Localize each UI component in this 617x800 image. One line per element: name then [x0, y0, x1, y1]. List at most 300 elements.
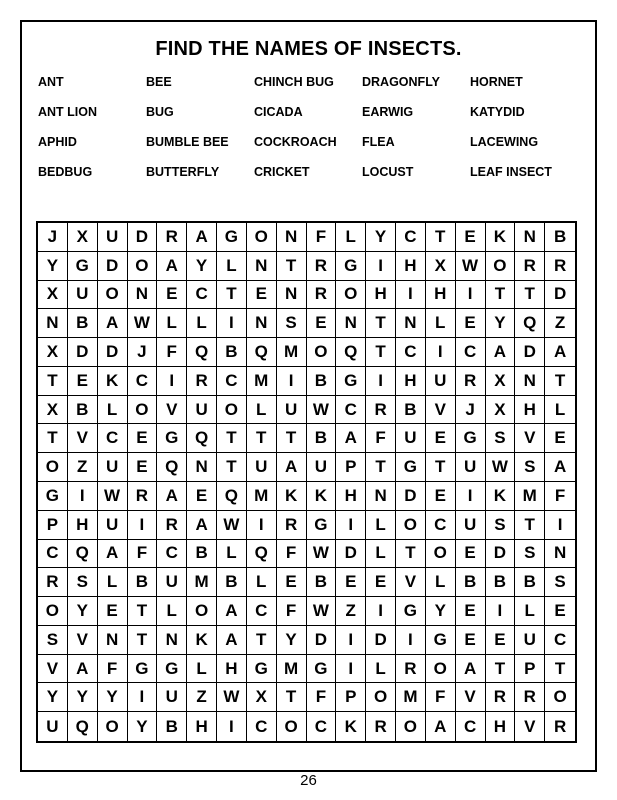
grid-letter: F [98, 655, 128, 684]
grid-letter: I [366, 367, 396, 396]
grid-letter: H [396, 367, 426, 396]
grid-letter: E [128, 424, 158, 453]
grid-letter: T [217, 281, 247, 310]
grid-letter: G [336, 367, 366, 396]
grid-letter: G [307, 655, 337, 684]
grid-letter: M [277, 338, 307, 367]
grid-letter: H [68, 511, 98, 540]
grid-letter: D [486, 540, 516, 569]
grid-letter: L [98, 396, 128, 425]
grid-letter: E [456, 309, 486, 338]
word-list-item: LACEWING [470, 135, 539, 149]
grid-letter: B [486, 568, 516, 597]
grid-letter: B [68, 396, 98, 425]
grid-letter: T [128, 597, 158, 626]
grid-letter: U [456, 511, 486, 540]
grid-letter: C [336, 396, 366, 425]
grid-letter: F [277, 540, 307, 569]
grid-letter: R [553, 716, 567, 736]
grid-letter: W [456, 252, 486, 281]
grid-letter: I [456, 482, 486, 511]
grid-letter: N [187, 453, 217, 482]
grid-letter: L [157, 597, 187, 626]
word-list-item: ANT LION [38, 105, 98, 119]
grid-letter: T [515, 281, 545, 310]
grid-letter: A [486, 338, 516, 367]
grid-letter: X [38, 338, 68, 367]
grid-letter: R [366, 396, 396, 425]
grid-letter: N [38, 309, 68, 338]
grid-letter: Y [486, 309, 516, 338]
grid-letter: P [336, 683, 366, 712]
grid-letter: H [486, 712, 516, 741]
grid-letter: R [515, 683, 545, 712]
grid-letter: L [366, 511, 396, 540]
grid-letter: W [486, 453, 516, 482]
grid-letter: T [38, 367, 68, 396]
grid-letter: O [396, 511, 426, 540]
grid-letter: R [486, 683, 516, 712]
word-list-item: KATYDID [470, 105, 525, 119]
grid-letter: C [247, 712, 277, 741]
grid-letter: M [277, 655, 307, 684]
page-title: FIND THE NAMES OF INSECTS. [155, 38, 462, 60]
grid-letter: X [426, 252, 456, 281]
grid-letter: L [98, 568, 128, 597]
grid-letter: Y [68, 597, 98, 626]
grid-letter: B [187, 540, 217, 569]
grid-letter: C [426, 511, 456, 540]
grid-letter: B [217, 338, 247, 367]
grid-letter: N [247, 252, 277, 281]
grid-letter: T [486, 655, 516, 684]
grid-letter: L [366, 540, 396, 569]
grid-letter: A [68, 655, 98, 684]
grid-letter: H [426, 281, 456, 310]
grid-letter: Z [187, 683, 217, 712]
grid-letter: J [456, 396, 486, 425]
grid-letter: T [426, 223, 456, 252]
grid-letter: E [426, 482, 456, 511]
grid-letter: I [366, 597, 396, 626]
grid-letter: R [545, 252, 575, 281]
grid-letter: A [426, 712, 456, 741]
grid-letter: I [157, 367, 187, 396]
grid-letter: D [336, 540, 366, 569]
word-list-item: BUMBLE BEE [146, 135, 229, 149]
page-number: 26 [300, 772, 317, 789]
grid-letter: N [157, 626, 187, 655]
grid-letter: Q [157, 453, 187, 482]
grid-letter: C [545, 626, 575, 655]
grid-letter: I [217, 309, 247, 338]
grid-letter: G [307, 511, 337, 540]
grid-letter: B [396, 396, 426, 425]
grid-letter: E [68, 367, 98, 396]
grid-letter: V [456, 683, 486, 712]
grid-letter: L [426, 568, 456, 597]
word-list-item: LEAF INSECT [470, 165, 552, 179]
grid-letter: B [307, 568, 337, 597]
grid-letter: L [217, 540, 247, 569]
grid-letter: G [336, 252, 366, 281]
word-list-item: EARWIG [362, 105, 414, 119]
grid-letter: I [336, 655, 366, 684]
grid-letter: E [247, 281, 277, 310]
grid-letter: O [426, 655, 456, 684]
grid-letter: K [307, 482, 337, 511]
grid-letter: Y [68, 683, 98, 712]
grid-letter: A [187, 223, 217, 252]
grid-letter: O [128, 252, 158, 281]
grid-letter: B [307, 367, 337, 396]
grid-letter: S [486, 424, 516, 453]
grid-letter: U [277, 396, 307, 425]
grid-letter: V [426, 396, 456, 425]
grid-letter: C [187, 281, 217, 310]
grid-letter: T [247, 626, 277, 655]
grid-letter: D [515, 338, 545, 367]
grid-letter: D [128, 223, 158, 252]
grid-letter: E [486, 626, 516, 655]
grid-letter: T [426, 453, 456, 482]
grid-letter: B [128, 568, 158, 597]
grid-letter: G [396, 597, 426, 626]
grid-letter: F [426, 683, 456, 712]
grid-letter: C [217, 367, 247, 396]
grid-letter: Y [426, 597, 456, 626]
grid-letter: I [68, 482, 98, 511]
word-list-item: BEE [146, 75, 172, 89]
grid-letter: W [307, 540, 337, 569]
word-list-item: CHINCH BUG [254, 75, 334, 89]
grid-letter: P [38, 511, 68, 540]
grid-letter: C [247, 597, 277, 626]
grid-letter: U [68, 281, 98, 310]
grid-letter: L [247, 568, 277, 597]
grid-letter: L [426, 309, 456, 338]
grid-letter: K [277, 482, 307, 511]
grid-letter: S [68, 568, 98, 597]
grid-letter: U [456, 453, 486, 482]
grid-letter: R [38, 568, 68, 597]
grid-letter: Y [187, 252, 217, 281]
grid-letter: X [247, 683, 277, 712]
grid-letter: P [336, 453, 366, 482]
grid-letter: R [396, 655, 426, 684]
grid-letter: C [456, 712, 486, 741]
grid-letter: T [515, 511, 545, 540]
grid-letter: V [515, 424, 545, 453]
grid-letter: G [157, 655, 187, 684]
grid-letter: I [486, 597, 516, 626]
grid-letter: O [366, 683, 396, 712]
grid-letter: Y [98, 683, 128, 712]
grid-letter: I [277, 367, 307, 396]
grid-letter: K [187, 626, 217, 655]
grid-letter: R [128, 482, 158, 511]
grid-letter: X [486, 396, 516, 425]
grid-letter: H [515, 396, 545, 425]
grid-letter: E [456, 540, 486, 569]
grid-letter: O [545, 683, 575, 712]
grid-letter: I [396, 626, 426, 655]
grid-letter: G [247, 655, 277, 684]
grid-letter: A [217, 626, 247, 655]
grid-letter: E [545, 597, 575, 626]
grid-letter: O [217, 396, 247, 425]
grid-letter: N [545, 540, 575, 569]
grid-letter: R [515, 252, 545, 281]
grid-letter: N [336, 309, 366, 338]
word-list-item: HORNET [470, 75, 523, 89]
grid-letter: A [545, 453, 575, 482]
grid-letter: I [217, 712, 247, 741]
word-list-item: BUG [146, 105, 174, 119]
grid-letter: U [38, 712, 68, 741]
grid-letter: T [217, 453, 247, 482]
grid-letter: W [307, 597, 337, 626]
word-list-item: DRAGONFLY [362, 75, 441, 89]
grid-letter: U [98, 223, 128, 252]
grid-letter: T [396, 540, 426, 569]
grid-letter: O [336, 281, 366, 310]
grid-letter: Z [68, 453, 98, 482]
grid-letter: U [396, 424, 426, 453]
grid-letter: V [396, 568, 426, 597]
grid-letter: O [277, 712, 307, 741]
grid-letter: S [486, 511, 516, 540]
grid-letter: L [545, 396, 575, 425]
grid-letter: D [366, 626, 396, 655]
grid-letter: F [307, 683, 337, 712]
grid-letter: A [217, 597, 247, 626]
grid-letter: K [98, 367, 128, 396]
grid-letter: G [426, 626, 456, 655]
grid-letter: Y [38, 683, 68, 712]
grid-letter: V [38, 655, 68, 684]
word-list-item: APHID [38, 135, 77, 149]
grid-letter: U [247, 453, 277, 482]
grid-letter: O [247, 223, 277, 252]
grid-letter: A [187, 511, 217, 540]
grid-letter: T [217, 424, 247, 453]
word-list-item: CRICKET [254, 165, 310, 179]
grid-letter: Q [217, 482, 247, 511]
grid-letter: A [277, 453, 307, 482]
grid-letter: A [98, 540, 128, 569]
grid-letter: G [68, 252, 98, 281]
grid-letter: F [366, 424, 396, 453]
grid-letter: Q [247, 540, 277, 569]
grid-letter: V [157, 396, 187, 425]
grid-letter: J [38, 223, 68, 252]
grid-letter: C [396, 338, 426, 367]
grid-letter: U [515, 626, 545, 655]
grid-letter: N [396, 309, 426, 338]
grid-letter: I [128, 683, 158, 712]
grid-letter: G [128, 655, 158, 684]
grid-letter: N [247, 309, 277, 338]
grid-letter: X [486, 367, 516, 396]
grid-letter: V [68, 626, 98, 655]
grid-letter: S [38, 626, 68, 655]
word-list-item: COCKROACH [254, 135, 337, 149]
grid-letter: A [545, 338, 575, 367]
grid-letter: C [128, 367, 158, 396]
grid-letter: A [157, 252, 187, 281]
grid-letter: W [217, 511, 247, 540]
grid-letter: Q [187, 424, 217, 453]
grid-letter: E [277, 568, 307, 597]
word-list-item: FLEA [362, 135, 395, 149]
grid-letter: R [456, 367, 486, 396]
grid-letter: T [486, 281, 516, 310]
grid-letter: E [456, 626, 486, 655]
grid-letter: Y [277, 626, 307, 655]
grid-letter: I [247, 511, 277, 540]
grid-letter: L [187, 309, 217, 338]
grid-letter: W [217, 683, 247, 712]
grid-letter: T [366, 309, 396, 338]
grid-letter: G [456, 424, 486, 453]
grid-letter: Q [68, 540, 98, 569]
grid-letter: O [38, 597, 68, 626]
grid-letter: N [515, 367, 545, 396]
grid-letter: I [426, 338, 456, 367]
grid-letter: T [277, 252, 307, 281]
grid-letter: U [307, 453, 337, 482]
grid-letter: Y [128, 712, 158, 741]
word-search-grid [36, 221, 577, 743]
grid-letter: O [486, 252, 516, 281]
word-list-item: BEDBUG [38, 165, 93, 179]
grid-letter: U [98, 511, 128, 540]
grid-letter: B [217, 568, 247, 597]
grid-letter: R [157, 223, 187, 252]
grid-letter: F [307, 223, 337, 252]
grid-letter: I [336, 511, 366, 540]
grid-letter: H [217, 655, 247, 684]
grid-letter: C [157, 540, 187, 569]
grid-letter: E [366, 568, 396, 597]
grid-letter: L [187, 655, 217, 684]
grid-letter: U [187, 396, 217, 425]
grid-letter: C [307, 712, 337, 741]
grid-letter: M [515, 482, 545, 511]
grid-letter: Z [336, 597, 366, 626]
grid-letter: F [128, 540, 158, 569]
grid-letter: B [157, 712, 187, 741]
grid-letter: F [157, 338, 187, 367]
grid-letter: C [396, 223, 426, 252]
grid-letter: Q [515, 309, 545, 338]
grid-letter: E [128, 453, 158, 482]
grid-letter: L [217, 252, 247, 281]
grid-letter: D [545, 281, 575, 310]
grid-letter: S [515, 453, 545, 482]
grid-letter: B [307, 424, 337, 453]
grid-letter: T [277, 683, 307, 712]
grid-letter: E [336, 568, 366, 597]
grid-letter: L [157, 309, 187, 338]
grid-letter: E [157, 281, 187, 310]
grid-letter: C [98, 424, 128, 453]
grid-letter: V [515, 712, 545, 741]
grid-letter: R [307, 252, 337, 281]
grid-letter: T [366, 453, 396, 482]
word-list [38, 70, 578, 190]
grid-letter: N [366, 482, 396, 511]
grid-letter: Y [366, 223, 396, 252]
grid-letter: G [38, 482, 68, 511]
grid-letter: U [157, 683, 187, 712]
grid-letter: T [38, 424, 68, 453]
grid-letter: M [396, 683, 426, 712]
grid-letter: V [68, 424, 98, 453]
grid-letter: O [307, 338, 337, 367]
grid-letter: O [187, 597, 217, 626]
grid-letter: A [456, 655, 486, 684]
grid-letter: G [157, 424, 187, 453]
word-list-item: LOCUST [362, 165, 414, 179]
grid-letter: I [128, 511, 158, 540]
grid-letter: I [396, 281, 426, 310]
grid-letter: N [515, 223, 545, 252]
grid-letter: O [396, 712, 426, 741]
grid-letter: T [545, 655, 575, 684]
grid-letter: I [336, 626, 366, 655]
grid-letter: F [277, 597, 307, 626]
grid-letter: N [128, 281, 158, 310]
word-list-item: ANT [38, 75, 64, 89]
grid-letter: E [187, 482, 217, 511]
grid-letter: L [247, 396, 277, 425]
grid-letter: Z [545, 309, 575, 338]
grid-letter: S [277, 309, 307, 338]
grid-letter: K [486, 482, 516, 511]
grid-letter: G [217, 223, 247, 252]
grid-letter: D [98, 252, 128, 281]
grid-letter: Q [247, 338, 277, 367]
grid-letter: N [277, 281, 307, 310]
grid-letter: O [128, 396, 158, 425]
grid-letter: E [456, 223, 486, 252]
grid-letter: G [396, 453, 426, 482]
grid-letter: J [128, 338, 158, 367]
grid-letter: U [426, 367, 456, 396]
grid-letter: R [187, 367, 217, 396]
grid-letter: B [515, 568, 545, 597]
grid-letter: O [98, 281, 128, 310]
grid-letter: M [247, 482, 277, 511]
grid-letter: O [426, 540, 456, 569]
grid-letter: L [366, 655, 396, 684]
grid-letter: O [98, 712, 128, 741]
grid-letter: R [277, 511, 307, 540]
word-list-item: CICADA [254, 105, 303, 119]
grid-letter: T [277, 424, 307, 453]
grid-letter: Q [336, 338, 366, 367]
grid-letter: R [157, 511, 187, 540]
grid-letter: U [157, 568, 187, 597]
grid-letter: C [456, 338, 486, 367]
grid-letter: M [187, 568, 217, 597]
grid-letter: M [247, 367, 277, 396]
grid-letter: E [98, 597, 128, 626]
grid-letter: X [68, 223, 98, 252]
grid-letter: L [515, 597, 545, 626]
